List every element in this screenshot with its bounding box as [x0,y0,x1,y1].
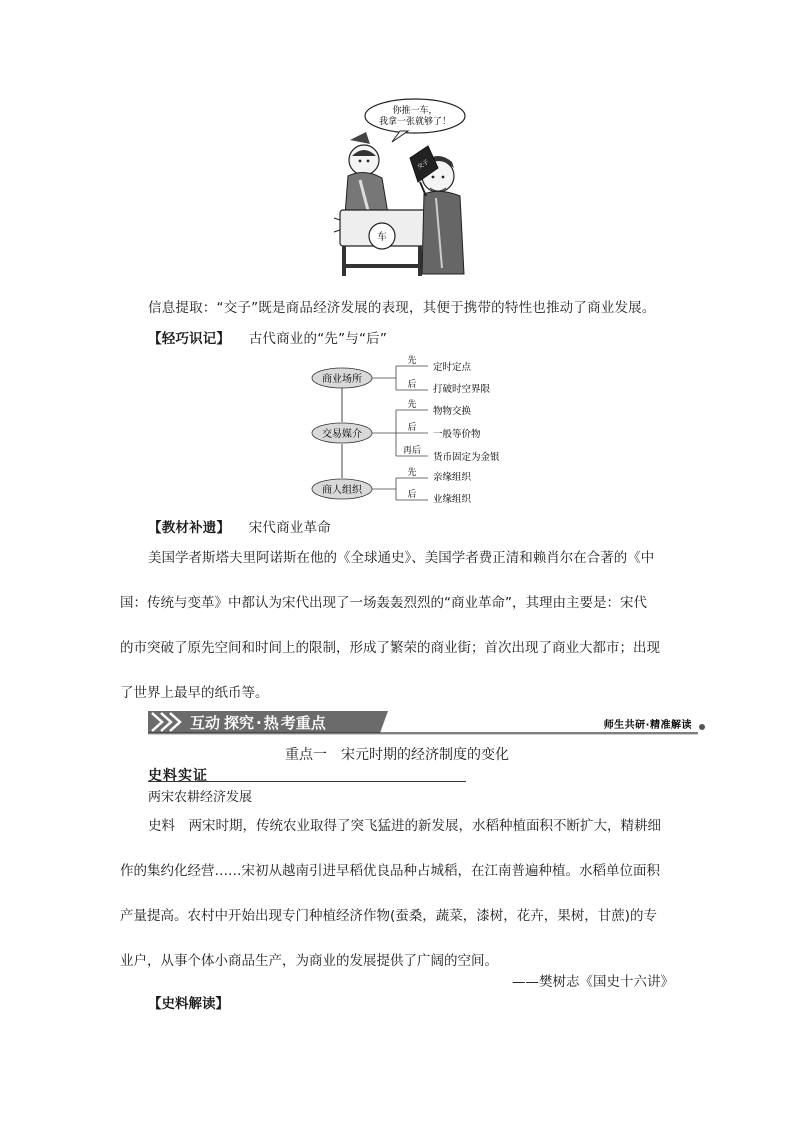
banner-title-a: 互 [190,714,206,732]
paragraph-line: 美国学者斯塔夫里阿诺斯在他的《全球通史》、美国学者费正清和赖肖尔在合著的《中 [148,550,655,566]
cartoon-illustration [330,98,470,280]
fan-label: 交子 [416,158,431,171]
supplement-paragraph [120,536,675,716]
source-line: 作的集约化经营……宋初从越南引进早稻优良品种占城稻，在江南普遍种植。水稻单位面积 [120,863,660,879]
mindmap-order: 再后 [402,446,422,456]
mindmap-item: 货币固定为金银 [433,452,500,463]
cart-label: 车 [377,232,387,243]
banner-title-b: 动 [205,714,221,732]
source-line: 业户，从事个体小商品生产，为商业的发展提供了广阔的空间。 [120,953,498,969]
bubble-text-2: 我拿一张就够了！ [378,117,452,127]
mindmap-node-medium-label: 交易媒介 [322,429,362,440]
info-line: 信息提取：“交子”既是商品经济发展的表现，其便于携带的特性也推动了商业发展。 [148,300,656,316]
mindmap-item: 亲缘组织 [433,472,472,483]
mindmap-node-place-label: 商业场所 [322,374,362,385]
mindmap-order: 后 [407,423,417,433]
source-line: 产量提高。农村中开始出现专门种植经济作物(蚕桑，蔬菜，漆树，花卉，果树，甘蔗)的专 [120,908,658,924]
supplement-heading [148,516,331,536]
mindmap-order: 先 [407,356,417,366]
paragraph-line: 了世界上最早的纸币等。 [120,685,269,701]
banner-right-text: 师生共研·精准解读 [603,720,692,731]
sub-heading: 两宋农耕经济发展 [148,790,253,805]
banner-title-d: 热 [263,714,279,732]
supplement-label: 【教材补遗】 [148,520,231,536]
mindmap-order: 后 [407,490,417,500]
mindmap-item: 定时定点 [433,362,472,373]
interpretation-label: 【史料解读】 [148,996,229,1012]
mindmap-item: 一般等价物 [433,429,481,440]
mindmap-item: 打破时空界限 [433,384,491,395]
bubble-text-1: 你推一车， [392,106,438,116]
supplement-text: 宋代商业革命 [248,520,331,536]
evidence-rule [148,781,466,782]
paragraph-line: 国：传统与变革》中都认为宋代出现了一场轰轰烈烈的“商业革命”，其理由主要是：宋代 [120,595,647,611]
mindmap-diagram [300,352,540,512]
memory-tip [148,327,387,347]
mindmap-node-org-label: 商人组织 [322,485,362,496]
banner-title-e: 考重点 [280,714,326,732]
citation: ——樊树志《国史十六讲》 [512,974,674,990]
mindmap-order: 先 [407,400,417,410]
section-title: 重点一 宋元时期的经济制度的变化 [285,747,509,763]
memory-tip-text: 古代商业的“先”与“后” [248,331,388,347]
mindmap-item: 业缘组织 [433,494,472,505]
mindmap-order: 后 [407,380,417,390]
banner-title-c: 探究 [224,714,255,732]
evidence-title: 史料实证 [148,768,208,784]
memory-tip-label: 【轻巧识记】 [148,331,231,347]
section-banner [148,707,708,735]
svg-text:互动探究·热考重点 [190,714,327,732]
mindmap-item: 物物交换 [433,406,472,417]
source-paragraph [120,804,675,984]
source-line: 史料 两宋时期，传统农业取得了突飞猛进的新发展，水稻种植面积不断扩大，精耕细 [148,818,661,834]
paragraph-line: 的市突破了原先空间和时间上的限制，形成了繁荣的商业街；首次出现了商业大都市；出现 [120,640,660,656]
banner-title-dot: · [256,714,262,732]
mindmap-order: 先 [407,468,417,478]
